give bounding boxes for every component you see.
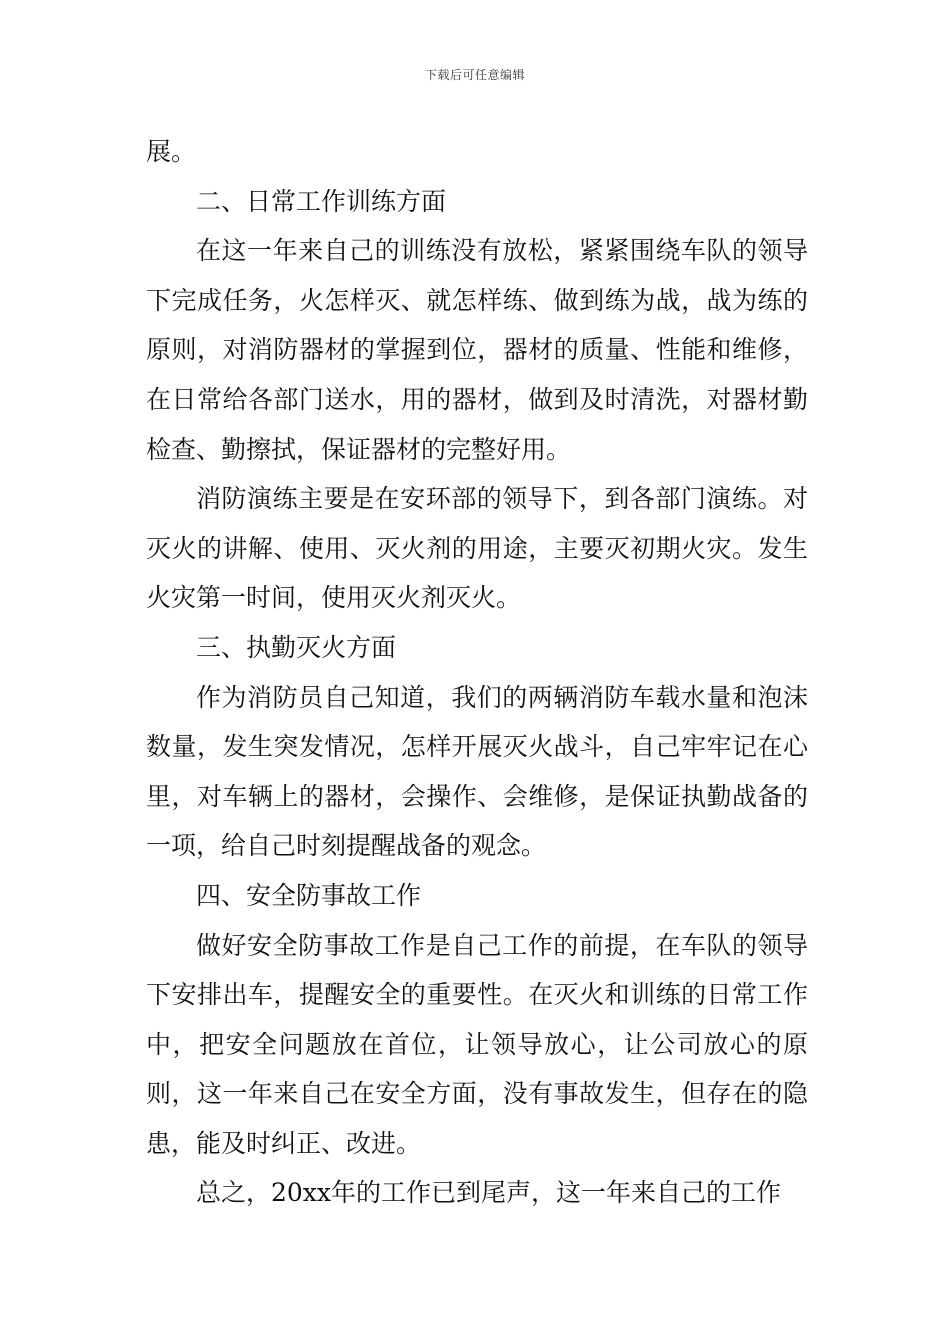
paragraph-training: 在这一年来自己的训练没有放松，紧紧围绕车队的领导下完成任务，火怎样灭、就怎样练、做到练为战，战为练的原则，对消防器材的掌握到位，器材的质量、性能和维修，在日常给各部门送水，用的器材，做到及时清洗，对器材勤检查、勤擦拭，保证器材的完整好用。	[146, 236, 808, 464]
paragraph-fire-drill: 消防演练主要是在安环部的领导下，到各部门演练。对灭火的讲解、使用、灭火剂的用途，主要灭初期火灾。发生火灾第一时间，使用灭火剂灭火。	[146, 484, 808, 613]
paragraph-continuation: 展。	[146, 137, 197, 166]
page-header: 下载后可任意编辑	[424, 68, 525, 82]
paragraph-firefighting-duty: 作为消防员自己知道，我们的两辆消防车载水量和泡沫数量，发生突发情况，怎样开展灭火战斗，自己牢牢记在心里，对车辆上的器材，会操作、会维修，是保证执勤战备的一项，给自己时刻提醒战备的观念。	[146, 682, 808, 861]
document-body	[146, 127, 808, 1218]
section-heading-safety: 四、安全防事故工作	[196, 880, 422, 910]
paragraph-safety: 做好安全防事故工作是自己工作的前提，在车队的领导下安排出车，提醒安全的重要性。在灭火和训练的日常工作中，把安全问题放在首位，让领导放心，让公司放心的原则，这一年来自己在安全方面，没有事故发生，但存在的隐患，能及时纠正、改进。	[146, 930, 808, 1158]
section-heading-daily-training: 二、日常工作训练方面	[196, 186, 447, 216]
section-heading-firefighting-duty: 三、执勤灭火方面	[196, 632, 397, 662]
paragraph-summary: 总之，20xx年的工作已到尾声，这一年来自己的工作	[196, 1178, 782, 1208]
